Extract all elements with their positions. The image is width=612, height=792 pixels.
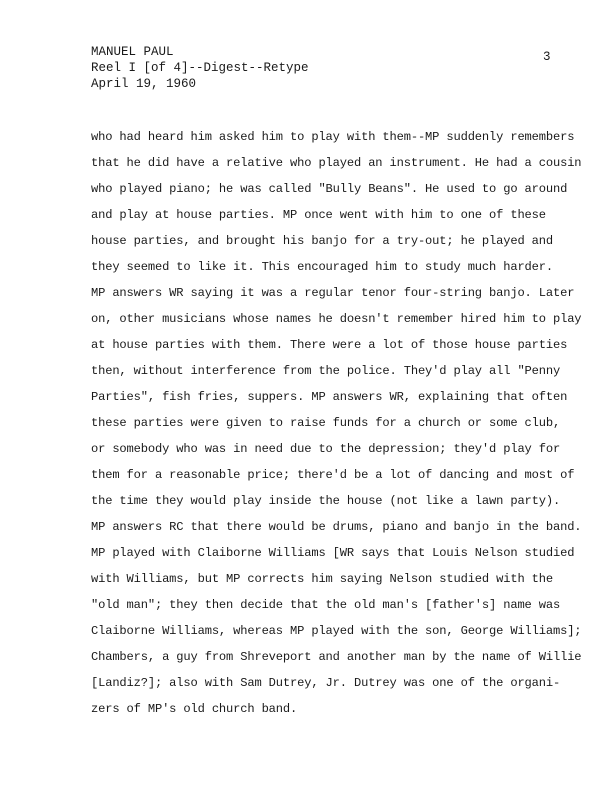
text-line: at house parties with them. There were a lot of those house parties bbox=[91, 338, 568, 352]
text-line: house parties, and brought his banjo for a try-out; he played and bbox=[91, 234, 553, 248]
text-line: then, without interference from the police. They'd play all "Penny bbox=[91, 364, 561, 378]
text-line: Parties", fish fries, suppers. MP answers WR, explaining that often bbox=[91, 390, 568, 404]
text-line: and play at house parties. MP once went with him to one of these bbox=[91, 208, 546, 222]
text-line: or somebody who was in need due to the depression; they'd play for bbox=[91, 442, 561, 456]
text-line: with Williams, but MP corrects him saying Nelson studied with the bbox=[91, 572, 553, 586]
text-line: Claiborne Williams, whereas MP played with the son, George Williams]; bbox=[91, 624, 582, 638]
reel-label: Reel I [of 4]--Digest--Retype bbox=[91, 61, 309, 75]
interview-date: April 19, 1960 bbox=[91, 77, 197, 91]
text-line: "old man"; they then decide that the old man's [father's] name was bbox=[91, 598, 561, 612]
text-line: who played piano; he was called "Bully Beans". He used to go around bbox=[91, 182, 568, 196]
text-line: MP answers WR saying it was a regular tenor four-string banjo. Later bbox=[91, 286, 575, 300]
text-line: that he did have a relative who played an instrument. He had a cousin bbox=[91, 156, 582, 170]
text-line: Chambers, a guy from Shreveport and another man by the name of Willie bbox=[91, 650, 582, 664]
interviewee-name: MANUEL PAUL bbox=[91, 45, 174, 59]
text-line: [Landiz?]; also with Sam Dutrey, Jr. Dutrey was one of the organi- bbox=[91, 676, 561, 690]
page-number: 3 bbox=[543, 50, 551, 64]
text-line: these parties were given to raise funds for a church or some club, bbox=[91, 416, 561, 430]
text-line: they seemed to like it. This encouraged him to study much harder. bbox=[91, 260, 553, 274]
document-header bbox=[91, 44, 309, 92]
text-line: zers of MP's old church band. bbox=[91, 702, 298, 716]
text-line: MP answers RC that there would be drums, piano and banjo in the band. bbox=[91, 520, 582, 534]
text-line: on, other musicians whose names he doesn't remember hired him to play bbox=[91, 312, 582, 326]
text-line: the time they would play inside the house (not like a lawn party). bbox=[91, 494, 561, 508]
text-line: them for a reasonable price; there'd be a lot of dancing and most of bbox=[91, 468, 575, 482]
text-line: who had heard him asked him to play with them--MP suddenly remembers bbox=[91, 130, 575, 144]
text-line: MP played with Claiborne Williams [WR says that Louis Nelson studied bbox=[91, 546, 575, 560]
